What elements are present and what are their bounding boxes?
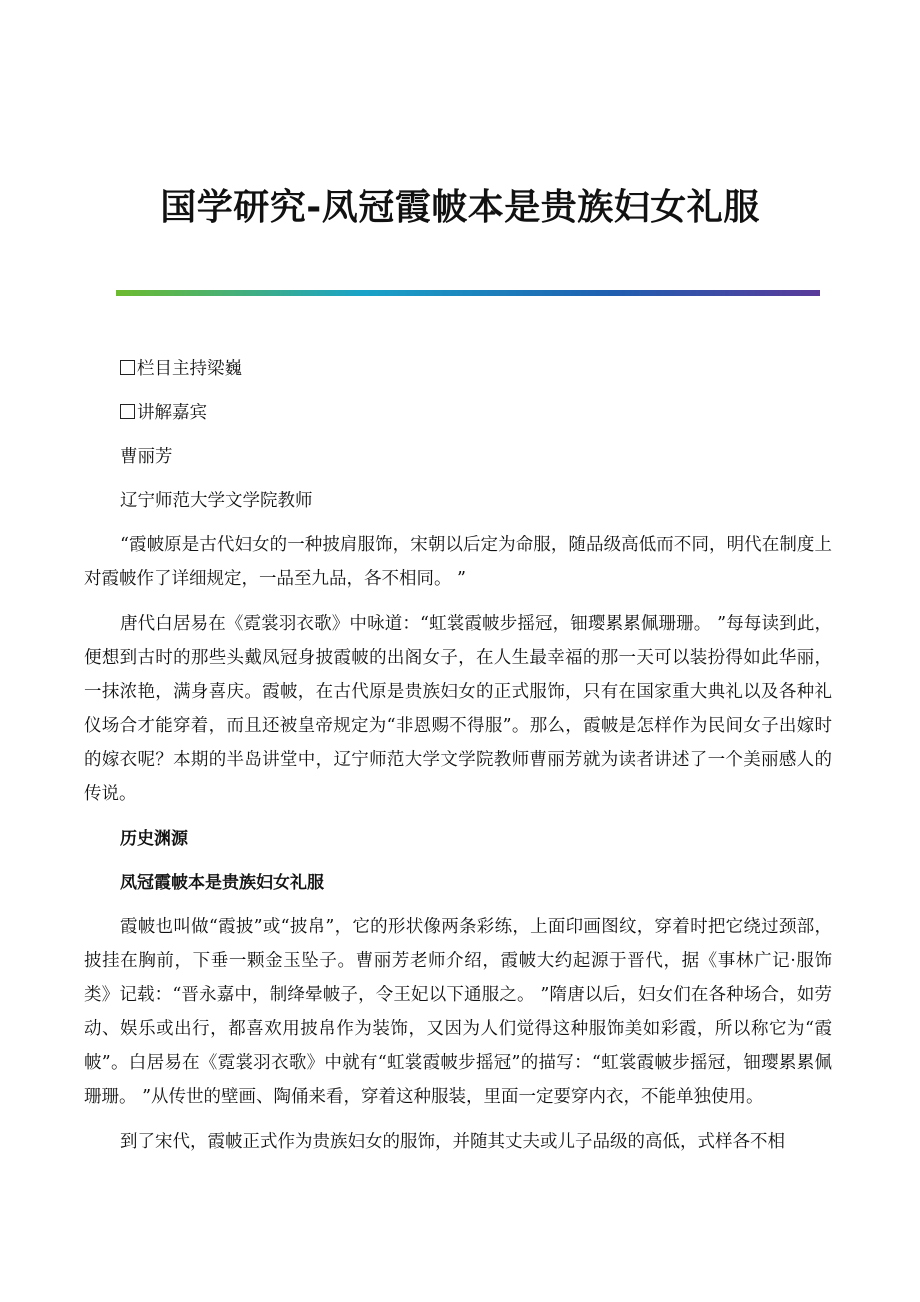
section-paragraph: 霞帔也叫做“霞披”或“披帛”，它的形状像两条彩练，上面印画图纹，穿着时把它绕过颈部，披挂在胸前，下垂一颗金玉坠子。曹丽芳老师介绍，霞帔大约起源于晋代，据《事林广记·服饰类》记载：“晋永嘉中，制绛晕帔子，令王妃以下通服之。 ”隋唐以后，妇女们在各种场合，如劳动、娱乐或出行，都喜欢用披帛作为装饰，又因为人们觉得这种服饰美如彩霞，所以称它为“霞帔”。白居易在《霓裳羽衣歌》中就有“虹裳霞帔步摇冠”的描写：“虹裳霞帔步摇冠，钿璎累累佩珊珊。 ”从传世的壁画、陶俑来看，穿着这种服装，里面一定要穿内衣，不能单独使用。 bbox=[84, 917, 832, 1107]
intro-quote-paragraph: “霞帔原是古代妇女的一种披肩服饰，宋朝以后定为命服，随品级高低而不同，明代在制度上对霞帔作了详细规定，一品至九品，各不相同。 ” bbox=[84, 535, 832, 589]
section-heading: 历史渊源 bbox=[120, 829, 188, 849]
page-title: 国学研究-凤冠霞帔本是贵族妇女礼服 bbox=[160, 187, 760, 228]
section-paragraph: 到了宋代，霞帔正式作为贵族妇女的服饰，并随其丈夫或儿子品级的高低，式样各不相 bbox=[120, 1132, 785, 1152]
intro-paragraph: 唐代白居易在《霓裳羽衣歌》中咏道：“虹裳霞帔步摇冠，钿璎累累佩珊珊。 ”每每读到此，便想到古时的那些头戴凤冠身披霞帔的出阁女子，在人生最幸福的那一天可以装扮得如此华丽，一抹浓艳，满身喜庆。霞帔，在古代原是贵族妇女的正式服饰，只有在国家重大典礼以及各种礼仪场合才能穿着，而且还被皇帝规定为“非恩赐不得服”。那么，霞帔是怎样作为民间女子出嫁时的嫁衣呢？本期的半岛讲堂中，辽宁师范大学文学院教师曹丽芳就为读者讲述了一个美丽感人的传说。 bbox=[84, 614, 832, 804]
checkbox-icon bbox=[120, 360, 135, 375]
guest-name: 曹丽芳 bbox=[120, 447, 173, 467]
checkbox-icon bbox=[120, 404, 135, 419]
guest-affiliation: 辽宁师范大学文学院教师 bbox=[120, 491, 313, 511]
host-credit bbox=[84, 352, 832, 386]
guest-credit-text: 讲解嘉宾 bbox=[137, 403, 207, 423]
title-gradient-divider bbox=[116, 290, 820, 296]
guest-credit bbox=[84, 396, 832, 430]
host-credit-text: 栏目主持梁巍 bbox=[137, 359, 242, 379]
section-subheading: 凤冠霞帔本是贵族妇女礼服 bbox=[120, 873, 324, 893]
article-body bbox=[84, 352, 832, 1170]
